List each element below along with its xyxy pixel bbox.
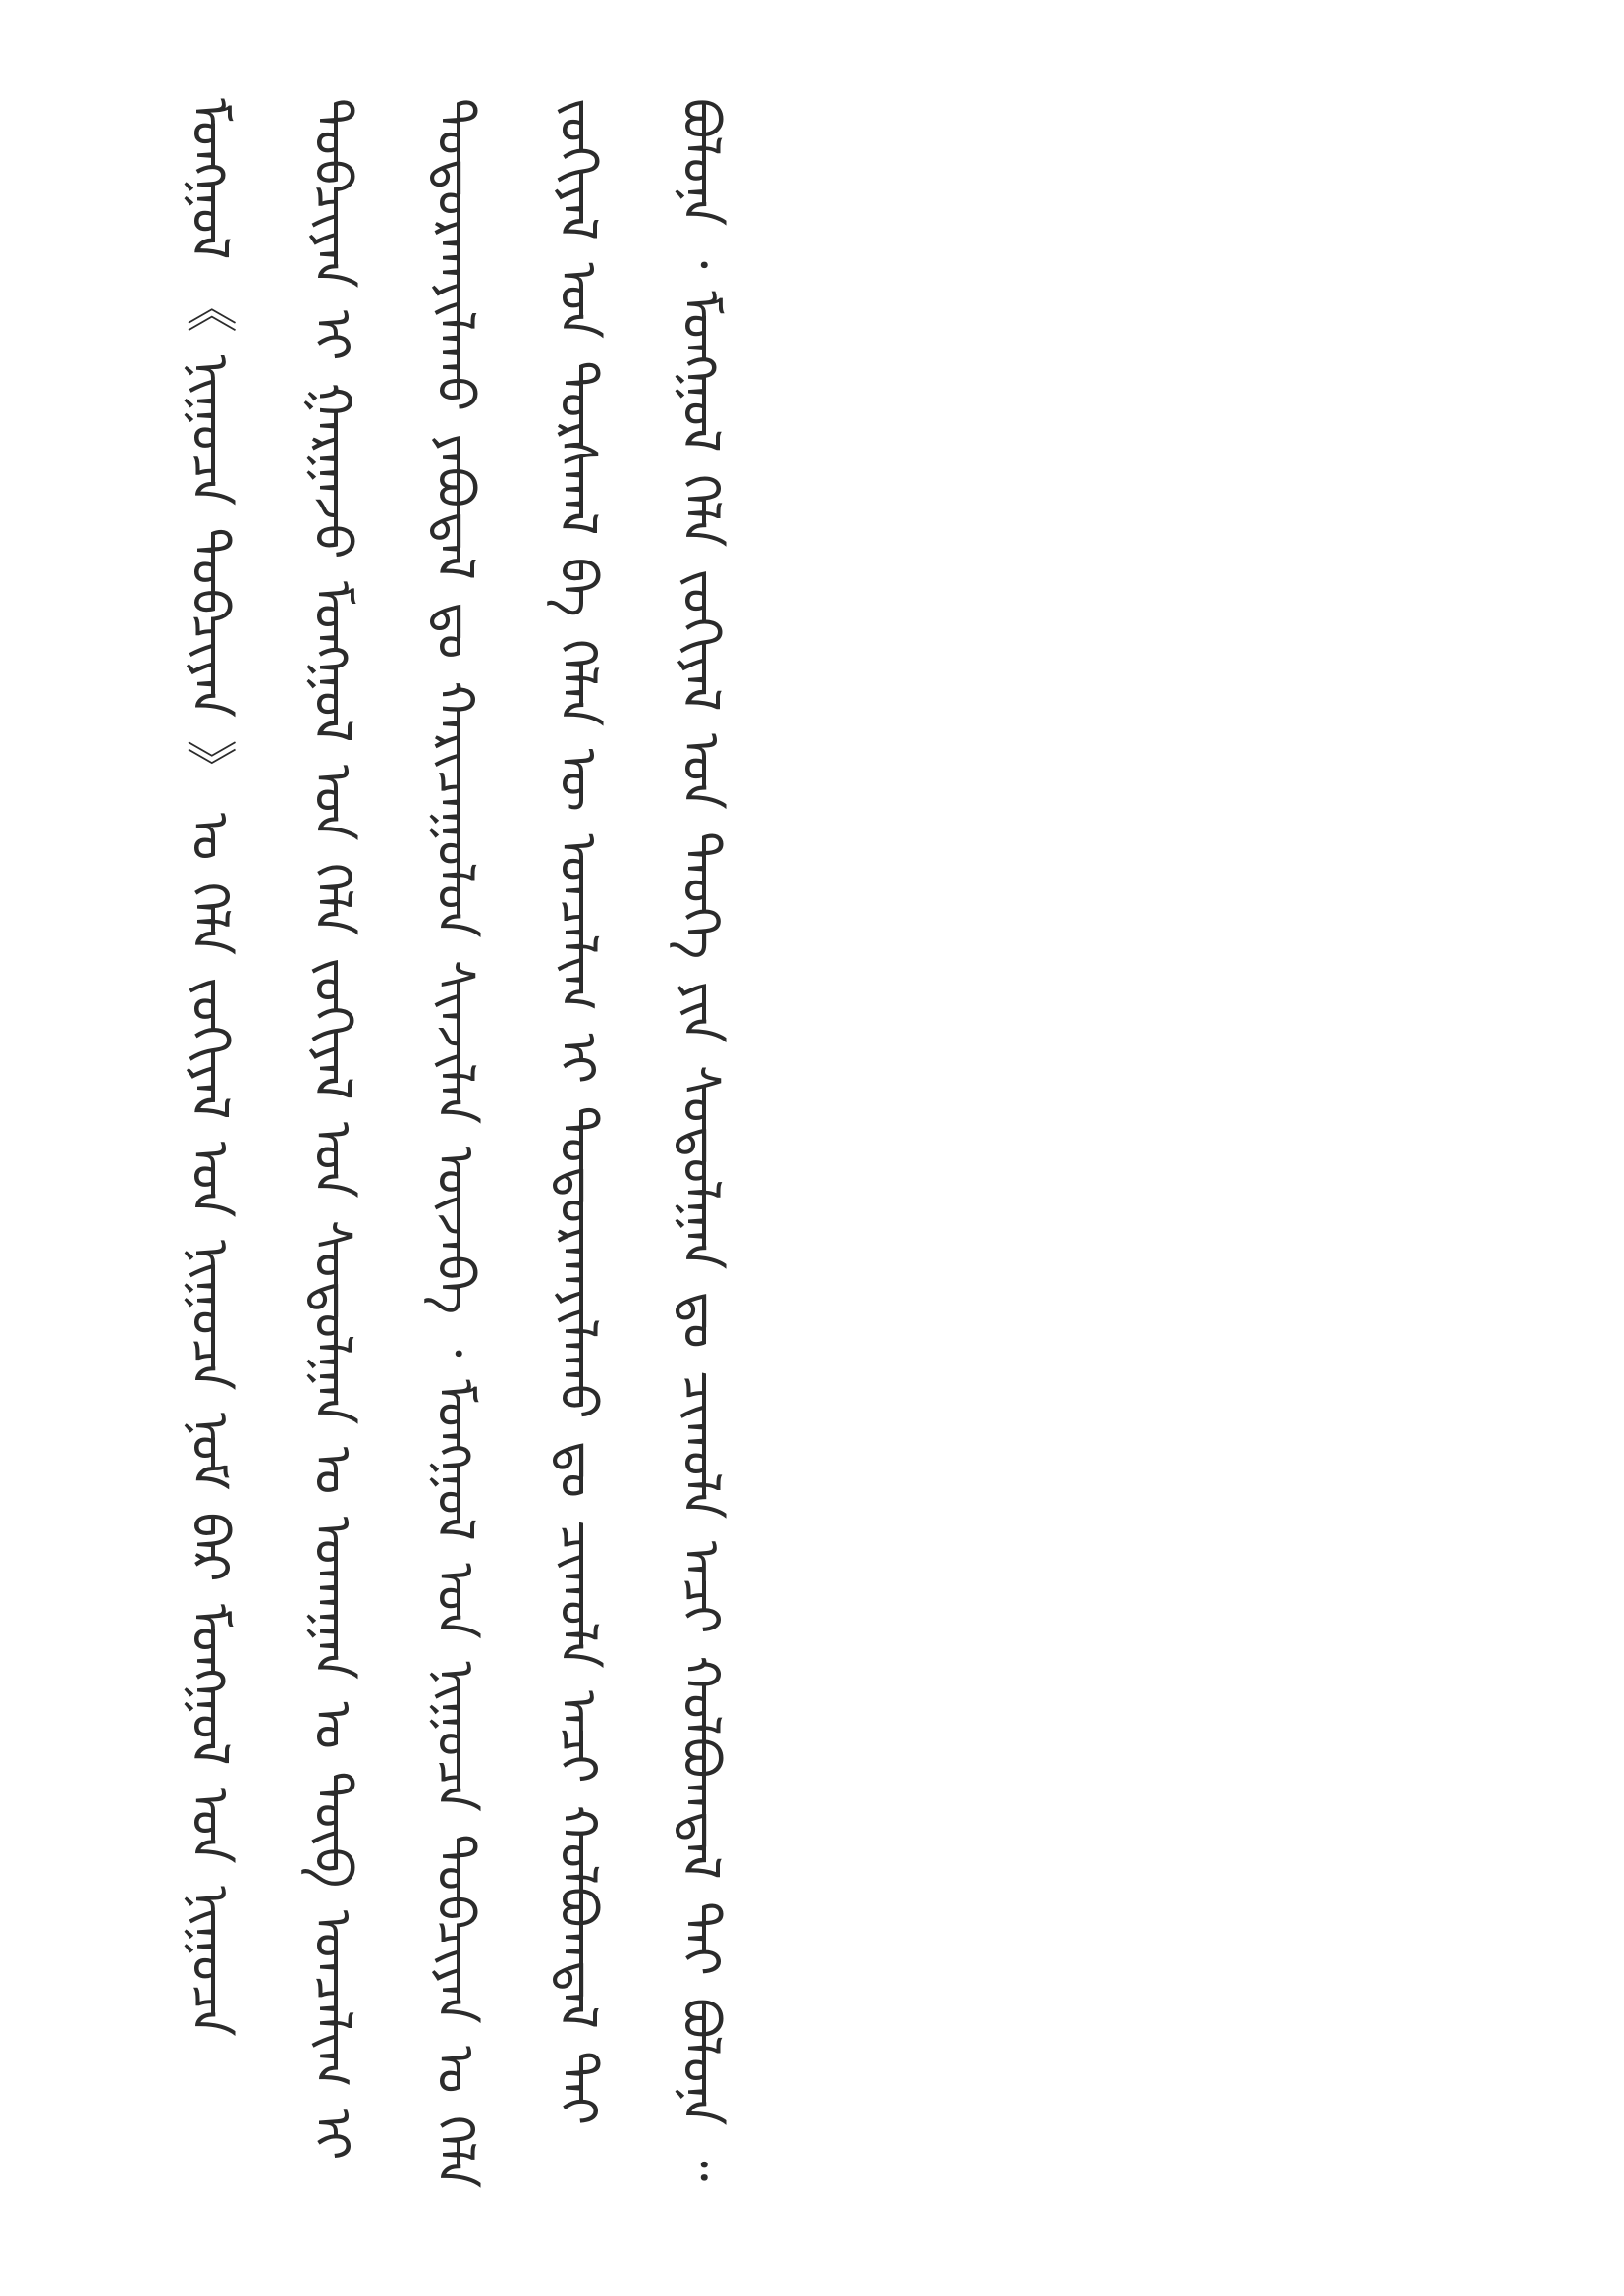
mongolian-paragraph: ᠮᠣᠩᠭᠣᠯ 《 ᠨᠢᠭᠤᠴᠠ ᠲᠣᠪᠴᠢᠶᠠᠨ 》 ᠤ ᠬᠡᠯᠡ ᠵᠣᠬᠢᠶᠠᠯ ᠤᠨ ᠨᠢᠭᠤᠴᠠ ᠨᠤᠮ ᠪᠡᠷ ᠮᠣᠩᠭᠣᠯ ᠤᠨ ᠨᠢᠭᠤᠴᠠ ᠲᠣᠪᠴᠢᠶᠠᠨ ᠢ ᠭᠠᠷᠭᠠᠵᠤ ᠮᠣᠩᠭᠣᠯ ᠤᠨ ᠬᠡᠯᠡ ᠵᠣᠬᠢᠶᠠᠯ ᠤᠨ ᠰᠤᠳᠤᠯᠭᠠᠨ ᠤ ᠤᠬᠠᠭᠠᠨ ᠤ ᠲᠦᠪ ᠣᠨᠴᠠᠯᠢᠭ ᠢ ᠲᠣᠳᠣᠷᠬᠠᠶᠢᠯᠠᠬᠤ ᠶᠠᠪᠤᠳᠠᠯ ᠳᠤ ᠬᠠᠷᠢᠴᠠᠭᠤᠯᠤᠨ ᠰᠢᠨᠵᠢᠯᠡᠨ ᠦᠵᠡᠪᠡ ᠂ ᠮᠣᠩᠭᠣᠯ ᠤᠨ ᠨᠢᠭᠤᠴᠠ ᠲᠣᠪᠴᠢᠶᠠᠨ ᠤ ᠬᠡᠯᠡ ᠵᠣᠬᠢᠶᠠᠯ ᠤᠨ ᠳᠤᠷᠰᠬᠠᠯ ᠪᠠ ᠬᠡᠯᠡᠨ ᠦ ᠣᠨᠴᠠᠯᠢᠭ ᠢ ᠲᠣᠳᠣᠷᠬᠠᠶᠢᠯᠠᠬᠤ ᠳᠤ ᠴᠢᠬᠤᠯᠠ ᠠᠴᠢ ᠬᠣᠯᠪᠣᠭᠳᠠᠯ ᠲᠠᠢ ᠪᠣᠯᠤᠨᠠ ᠂ ᠮᠣᠩᠭᠣᠯ ᠬᠡᠯᠡ ᠵᠣᠬᠢᠶᠠᠯ ᠤᠨ ᠲᠡᠦᠬᠡ ᠶᠢᠨ ᠰᠤᠳᠤᠯᠭᠠᠨ ᠳᠤ ᠴᠢᠬᠤᠯᠠ ᠠᠴᠢ ᠬᠣᠯᠪᠣᠭᠳᠠᠯ ᠲᠠᠢ ᠪᠣᠯᠤᠨᠠ ᠃ <box>180 98 730 2189</box>
